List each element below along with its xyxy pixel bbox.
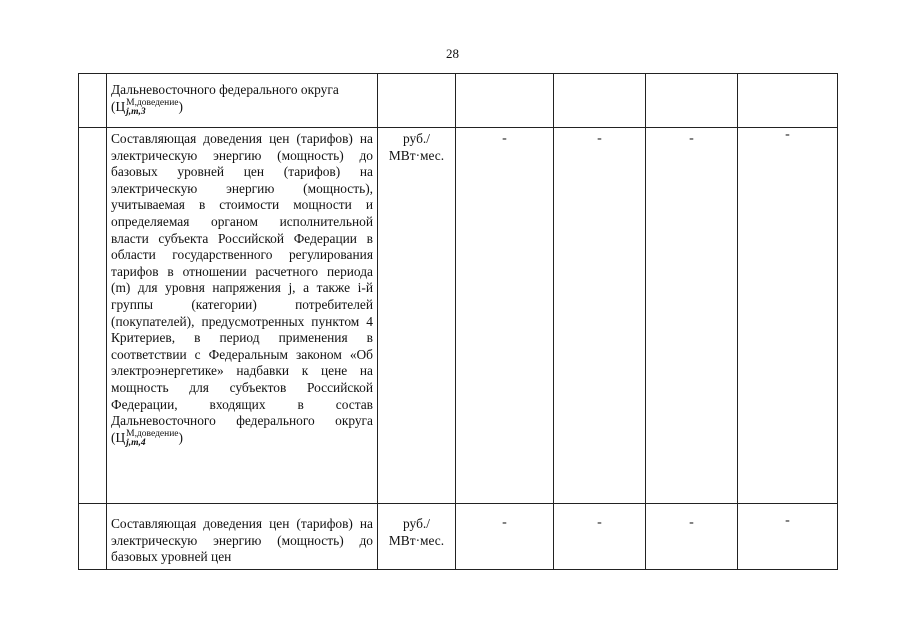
value-cell: -	[738, 128, 838, 504]
value-cell: -	[646, 128, 738, 504]
formula-symbol: (Ц М,доведение j,m,3 )	[111, 97, 183, 117]
table-row	[79, 504, 838, 570]
value-cell: -	[738, 504, 838, 570]
index-cell	[79, 128, 107, 504]
unit-cell: руб./ МВт·мес.	[378, 128, 456, 504]
table-row	[79, 74, 838, 128]
description-cell	[107, 504, 378, 570]
table-row	[79, 128, 838, 504]
unit-cell: руб./ МВт·мес.	[378, 504, 456, 570]
index-cell	[79, 74, 107, 128]
description-cell	[107, 128, 378, 504]
value-cell	[738, 74, 838, 128]
value-cell	[646, 74, 738, 128]
value-cell: -	[646, 504, 738, 570]
index-cell	[79, 504, 107, 570]
description-text: Составляющая доведения цен (тарифов) на электрическую энергию (мощность) до базовых уровней цен (тарифов) на электрическую энергию (мощность), учитываемая в стоимости мощности и определяемая органом исполнительной власти субъекта Российской Федерации в области государственного регулирования тарифов в отношении расчетного периода (m) для уровня напряжения j, а также i-й группы (категории) потребителей (покупателей), предусмотренных пунктом 4 Критериев, в период применения в соответствии с Федеральным законом «Об электроэнергетике» надбавки к цене на мощность для субъектов Российской Федерации, входящих в состав Дальневосточного федерального округа	[111, 131, 373, 429]
description-cell	[107, 74, 378, 128]
formula-symbol: (Ц М,доведение j,m,4 )	[111, 428, 183, 448]
value-cell: -	[456, 128, 554, 504]
value-cell: -	[554, 504, 646, 570]
page-number: 28	[446, 46, 459, 61]
value-cell	[554, 74, 646, 128]
value-cell: -	[554, 128, 646, 504]
value-cell	[456, 74, 554, 128]
tariff-table	[78, 73, 838, 570]
value-cell: -	[456, 504, 554, 570]
description-line: Дальневосточного федерального округа	[111, 82, 339, 97]
description-text: Составляющая доведения цен (тарифов) на электрическую энергию (мощность) до базовых уровней цен	[111, 516, 373, 565]
unit-cell	[378, 74, 456, 128]
